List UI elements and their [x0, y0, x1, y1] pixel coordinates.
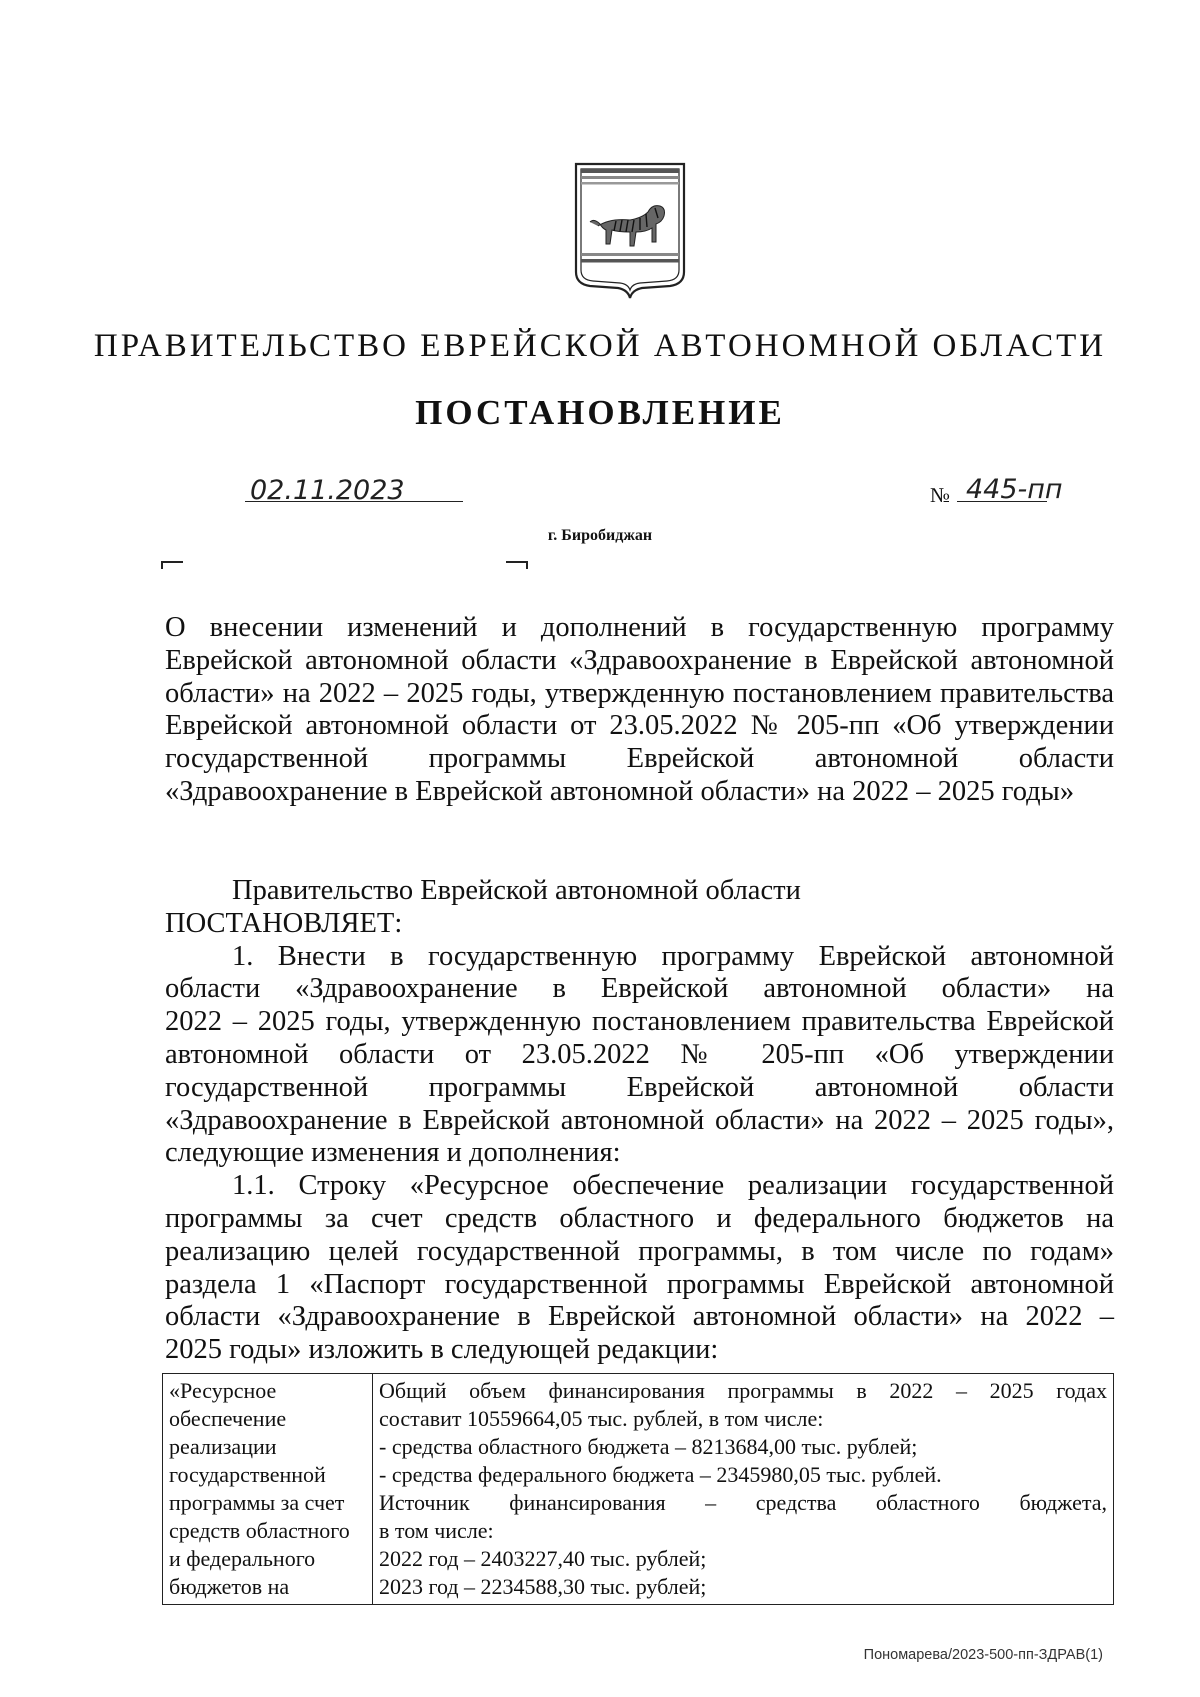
- label-line: программы за счет: [169, 1490, 345, 1515]
- value-line: - средства областного бюджета – 8213684,00 тыс. рублей;: [379, 1434, 918, 1459]
- number-underline: [957, 501, 1047, 502]
- subject-line: Еврейской автономной области от 23.05.2022 № 205-пп «Об утверждении: [165, 710, 1114, 742]
- subject-line: «Здравоохранение в Еврейской автономной области» на 2022 – 2025 годы»: [165, 775, 1075, 807]
- item1-line: 1. Внести в государственную программу Еврейской автономной: [232, 940, 1114, 972]
- label-line: государственной: [169, 1462, 326, 1487]
- item11-line: области «Здравоохранение в Еврейской автономной области» на 2022 –: [165, 1301, 1114, 1333]
- subject-line: О внесении изменений и дополнений в государственную программу: [165, 612, 1114, 643]
- date-underline: [245, 501, 463, 502]
- coat-of-arms-icon: [570, 160, 690, 300]
- resolves: ПОСТАНОВЛЯЕТ:: [165, 907, 403, 939]
- item11-line: 2025 годы» изложить в следующей редакции:: [165, 1334, 719, 1366]
- table-row: [163, 1374, 1114, 1605]
- item11-line: реализацию целей государственной программы, в том числе по годам»: [165, 1235, 1114, 1267]
- value-line: - средства федерального бюджета – 2345980,05 тыс. рублей.: [379, 1462, 942, 1487]
- item1-line: области «Здравоохранение в Еврейской автономной области» на: [165, 973, 1114, 1005]
- financing-table: [162, 1373, 1114, 1605]
- table-cell-value: [373, 1374, 1114, 1605]
- item1-line: следующие изменения и дополнения:: [165, 1137, 621, 1169]
- subject-line: области» на 2022 – 2025 годы, утвержденную постановлением правительства: [165, 677, 1114, 709]
- government-title: ПРАВИТЕЛЬСТВО ЕВРЕЙСКОЙ АВТОНОМНОЙ ОБЛАСТИ: [93, 328, 1107, 364]
- title-bracket-left: [161, 561, 183, 569]
- label-line: «Ресурсное: [169, 1378, 277, 1403]
- value-line: Общий объем финансирования программы в 2022 – 2025 годах: [379, 1378, 1107, 1403]
- item1-line: государственной программы Еврейской автономной области: [165, 1071, 1114, 1103]
- number-label: №: [930, 483, 951, 507]
- table-cell-label: [163, 1374, 373, 1605]
- item1-line: «Здравоохранение в Еврейской автономной области» на 2022 – 2025 годы»,: [165, 1104, 1114, 1136]
- value-line: в том числе:: [379, 1518, 494, 1543]
- label-line: бюджетов на: [169, 1574, 290, 1599]
- label-line: реализации: [169, 1434, 277, 1459]
- value-line: 2023 год – 2234588,30 тыс. рублей;: [379, 1574, 707, 1599]
- value-line: 2022 год – 2403227,40 тыс. рублей;: [379, 1546, 707, 1571]
- label-line: средств областного: [169, 1518, 350, 1543]
- item11-line: раздела 1 «Паспорт государственной программы Еврейской автономной: [165, 1268, 1114, 1300]
- item11-line: программы за счет средств областного и федерального бюджетов на: [165, 1202, 1114, 1234]
- document-number: 445-пп: [966, 474, 1063, 505]
- document-kind: ПОСТАНОВЛЕНИЕ: [415, 393, 785, 432]
- item11-line: 1.1. Строку «Ресурсное обеспечение реализации государственной: [232, 1170, 1114, 1202]
- value-line: Источник финансирования – средства областного бюджета,: [379, 1490, 1107, 1515]
- label-line: и федерального: [169, 1546, 316, 1571]
- footer-code: Пономарева/2023-500-пп-ЗДРАВ(1): [863, 1647, 1103, 1663]
- document-body: [165, 875, 1114, 1367]
- label-line: обеспечение: [169, 1406, 287, 1431]
- document-subject: [165, 612, 1114, 809]
- subject-line: государственной программы Еврейской автономной области: [165, 743, 1114, 775]
- title-bracket-right: [506, 561, 528, 569]
- city: г. Биробиджан: [547, 527, 653, 544]
- subject-line: Еврейской автономной области «Здравоохранение в Еврейской автономной: [165, 644, 1114, 676]
- item1-line: автономной области от 23.05.2022 № 205-пп «Об утверждении: [165, 1038, 1114, 1070]
- document-date: 02.11.2023: [250, 475, 405, 506]
- item1-line: 2022 – 2025 годы, утвержденную постановлением правительства Еврейской: [165, 1006, 1114, 1038]
- value-line: составит 10559664,05 тыс. рублей, в том числе:: [379, 1406, 824, 1431]
- preamble: Правительство Еврейской автономной области: [232, 875, 801, 906]
